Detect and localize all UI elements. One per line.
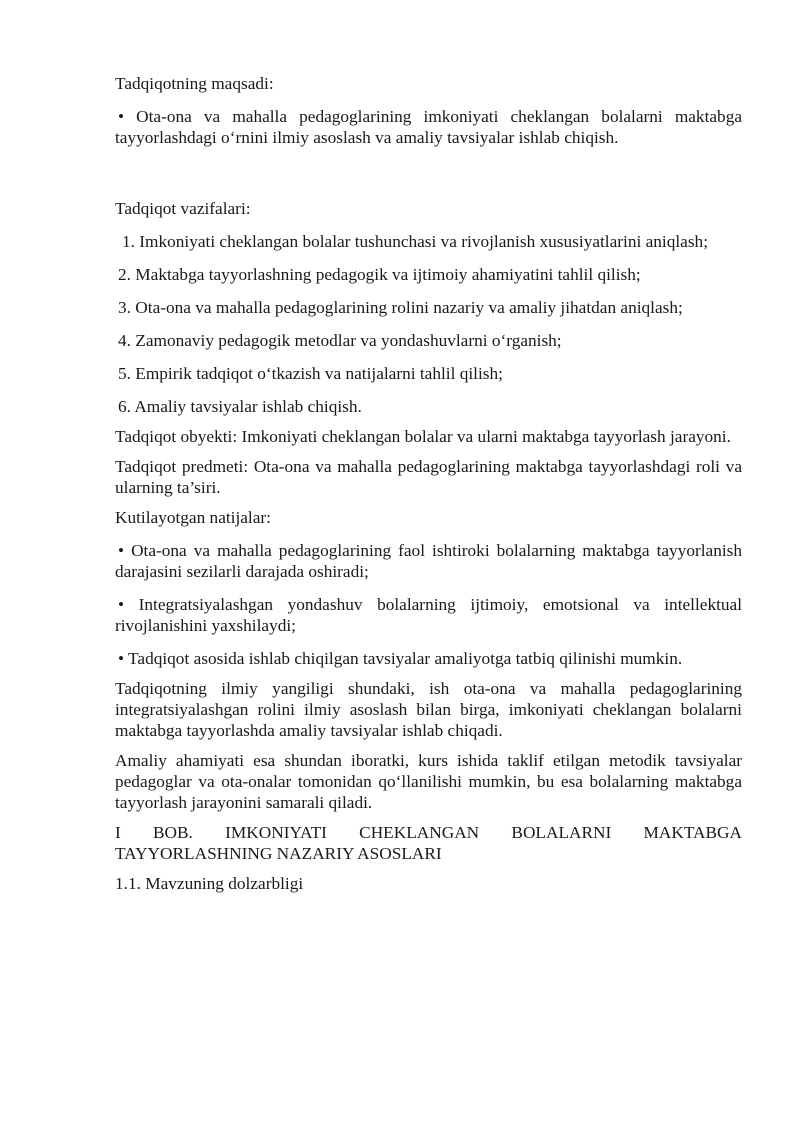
- document-page: [115, 73, 742, 894]
- result-item-1: • Ota-ona va mahalla pedagoglarining faol ishtiroki bolalarning maktabga tayyorlanish darajasini sezilarli darajada oshiradi;: [115, 541, 742, 581]
- task-item-5: 5. Empirik tadqiqot o‘tkazish va natijalarni tahlil qilish;: [118, 364, 503, 383]
- section-title: 1.1. Mavzuning dolzarbligi: [115, 874, 304, 893]
- tasks-heading: Tadqiqot vazifalari:: [115, 199, 251, 218]
- result-item-2: • Integratsiyalashgan yondashuv bolalarning ijtimoiy, emotsional va intellektual rivojlanishini yaxshilaydi;: [115, 595, 742, 635]
- goal-text: • Ota-ona va mahalla pedagoglarining imkoniyati cheklangan bolalarni maktabga tayyorlashdagi o‘rnini ilmiy asoslash va amaliy tavsiyalar ishlab chiqish.: [115, 107, 742, 147]
- chapter-title: I BOB. IMKONIYATI CHEKLANGAN BOLALARNI MAKTABGA TAYYORLASHNING NAZARIY ASOSLARI: [115, 823, 742, 863]
- scientific-novelty: Tadqiqotning ilmiy yangiligi shundaki, ish ota-ona va mahalla pedagoglarining integratsiyalashgan rolini ilmiy asoslash bilan birga, imkoniyati cheklangan bolalarni maktabga tayyorlashda amaliy tavsiyalar ishlab chiqadi.: [115, 679, 742, 740]
- task-item-6: 6. Amaliy tavsiyalar ishlab chiqish.: [118, 397, 362, 416]
- task-item-2: 2. Maktabga tayyorlashning pedagogik va ijtimoiy ahamiyatini tahlil qilish;: [118, 265, 641, 284]
- goal-heading: Tadqiqotning maqsadi:: [115, 74, 274, 93]
- results-heading: Kutilayotgan natijalar:: [115, 508, 271, 527]
- task-item-4: 4. Zamonaviy pedagogik metodlar va yondashuvlarni o‘rganish;: [118, 331, 562, 350]
- result-item-3: • Tadqiqot asosida ishlab chiqilgan tavsiyalar amaliyotga tatbiq qilinishi mumkin.: [118, 649, 683, 668]
- research-object: Tadqiqot obyekti: Imkoniyati cheklangan bolalar va ularni maktabga tayyorlash jarayoni.: [115, 427, 731, 446]
- research-subject: Tadqiqot predmeti: Ota-ona va mahalla pedagoglarining maktabga tayyorlashdagi roli va ularning ta’siri.: [115, 457, 742, 497]
- practical-significance: Amaliy ahamiyati esa shundan iboratki, kurs ishida taklif etilgan metodik tavsiyalar pedagoglar va ota-onalar tomonidan qo‘llanilishi mumkin, bu esa bolalarning maktabga tayyorlash jarayonini samarali qiladi.: [115, 751, 742, 812]
- task-item-1: 1. Imkoniyati cheklangan bolalar tushunchasi va rivojlanish xususiyatlarini aniqlash;: [122, 232, 708, 251]
- task-item-3: 3. Ota-ona va mahalla pedagoglarining rolini nazariy va amaliy jihatdan aniqlash;: [118, 298, 683, 317]
